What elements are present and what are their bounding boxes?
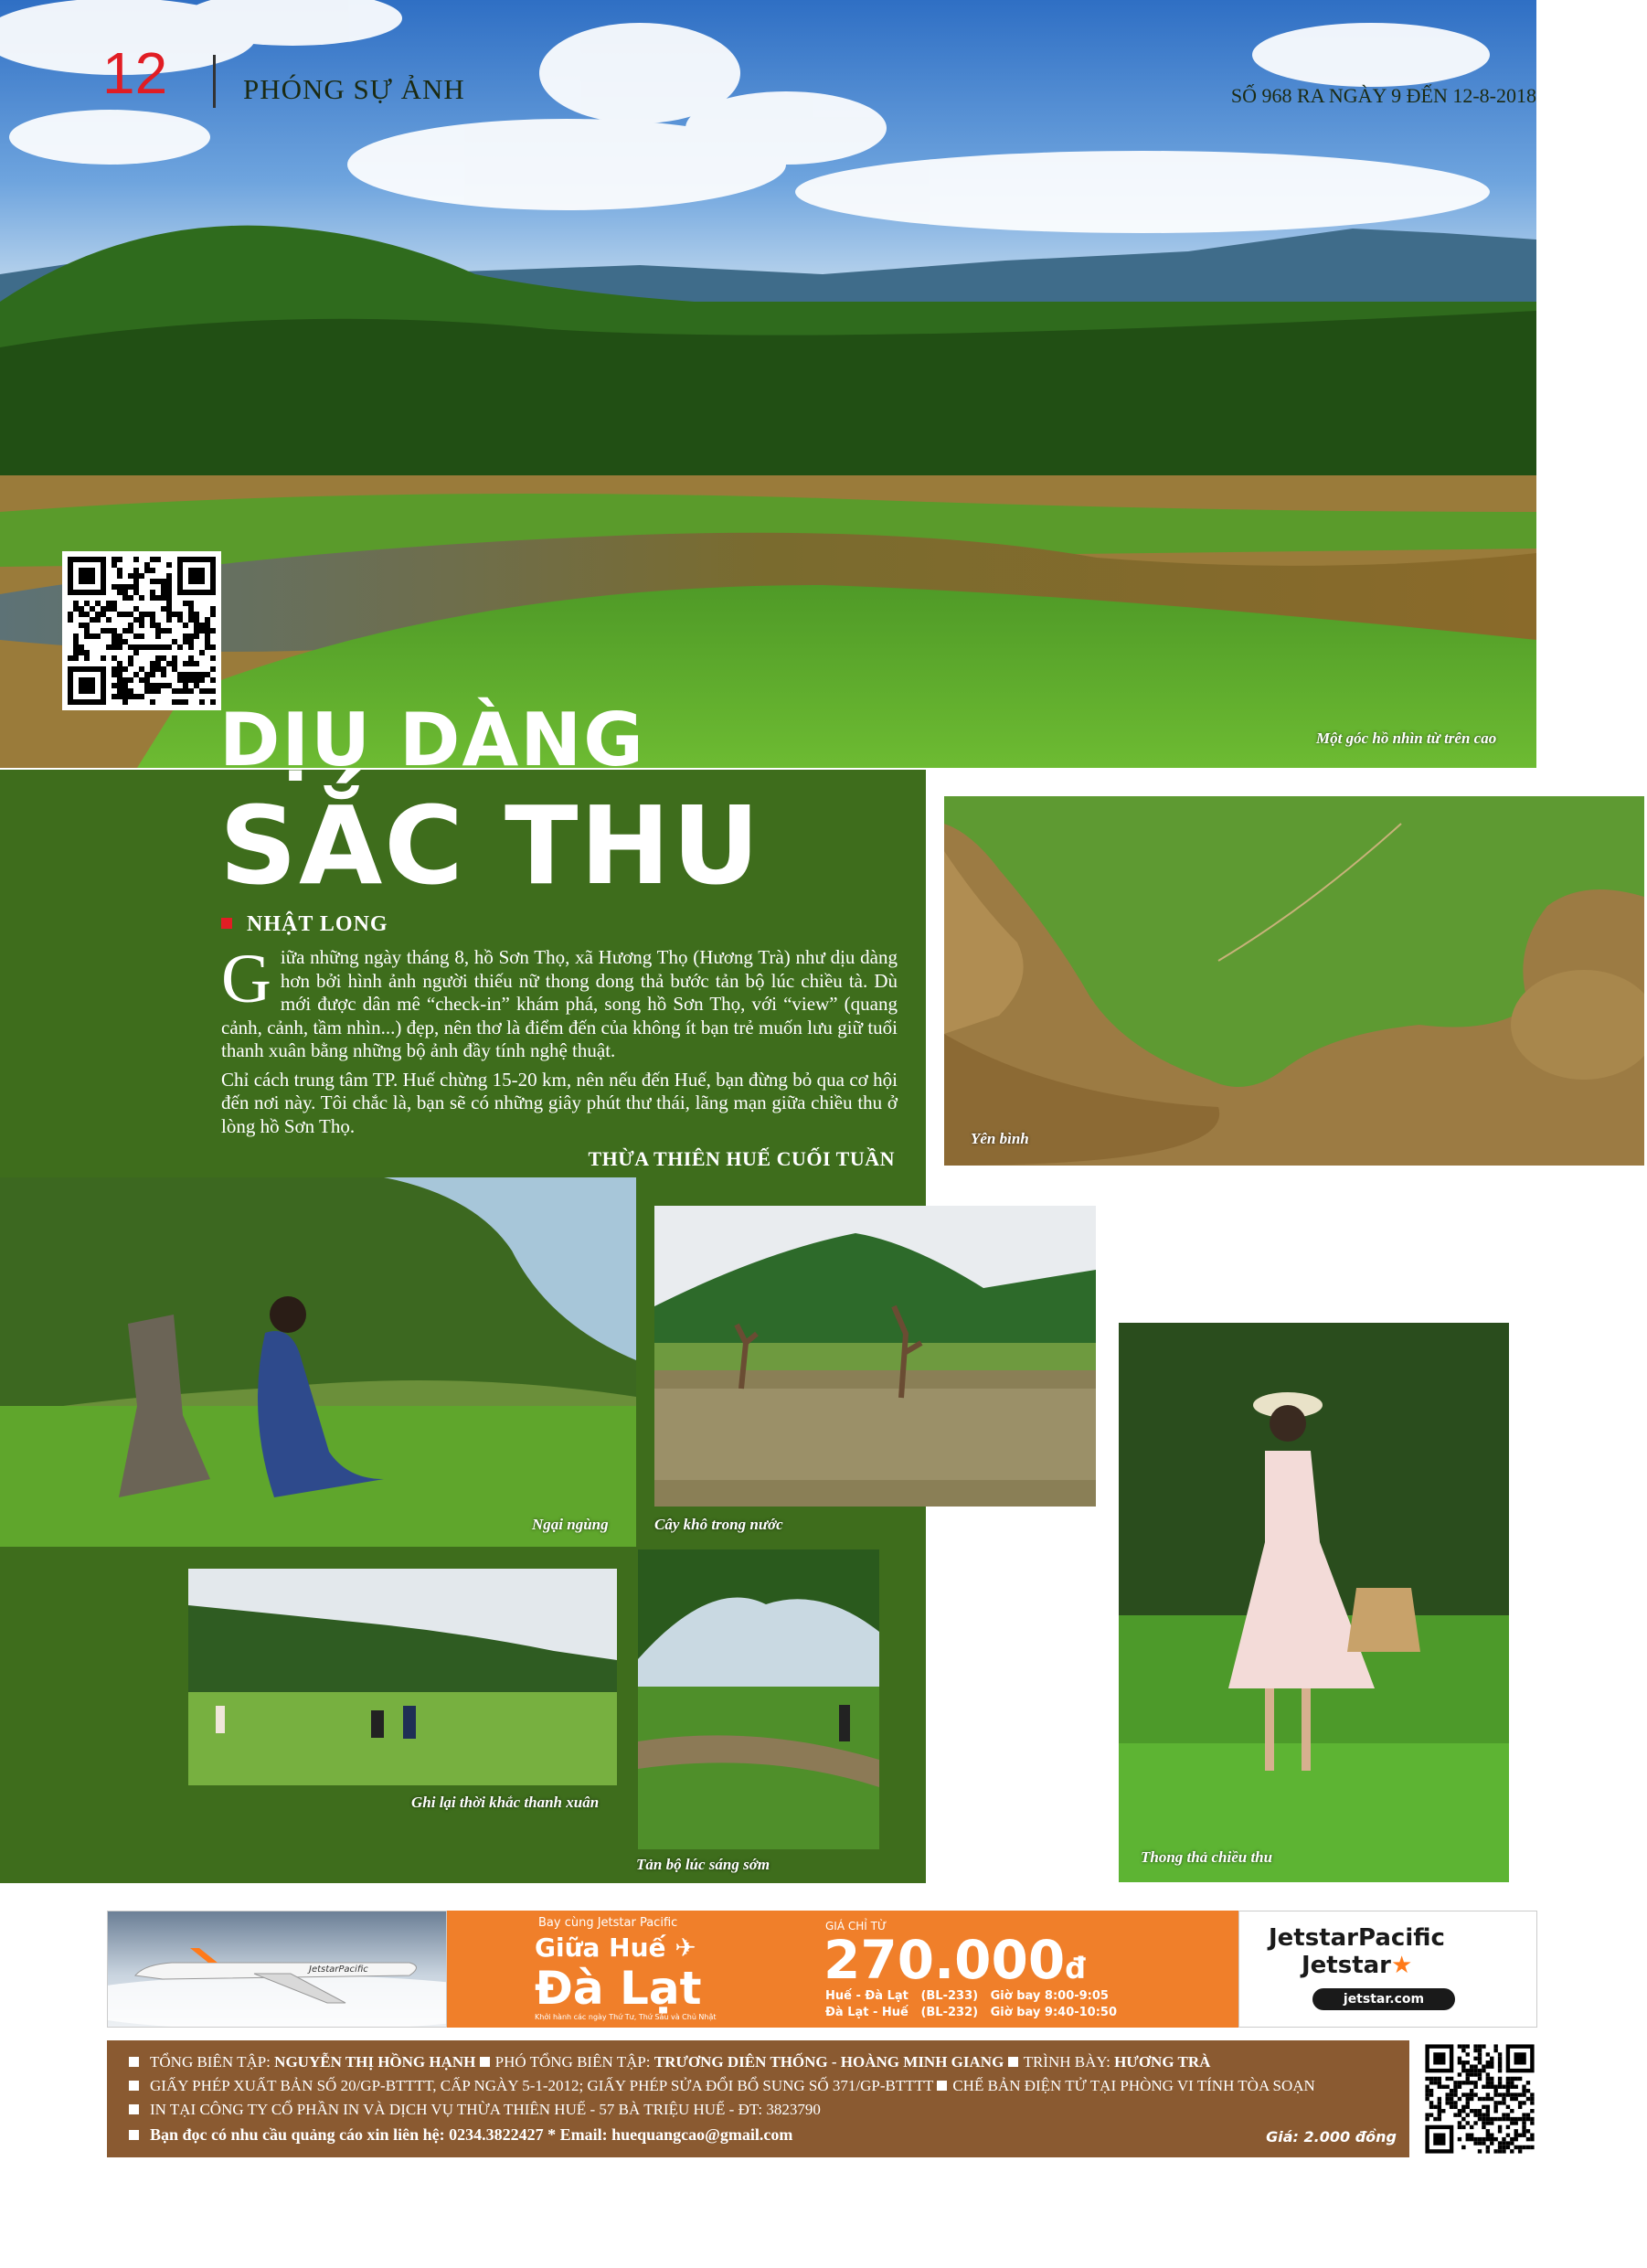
qr-code-footer[interactable] <box>1421 2040 1538 2157</box>
paragraph-1 <box>221 941 898 1063</box>
bullet-icon <box>480 2057 490 2067</box>
photo-photographers <box>188 1569 617 1785</box>
caption-hero: Một góc hồ nhìn từ trên cao <box>1316 729 1497 747</box>
bullet-square-icon <box>221 918 232 929</box>
article-title-line1: DỊU DÀNG <box>219 697 645 783</box>
header-divider <box>213 55 216 108</box>
brand-jetstar-pacific: JetstarPacific <box>1269 1924 1445 1952</box>
page-number: 12 <box>102 40 168 106</box>
photo-dry-tree <box>654 1206 1096 1507</box>
caption-woman-hat: Thong thả chiều thu <box>1141 1848 1273 1866</box>
footer-line-1: TỔNG BIÊN TẬP: NGUYỄN THỊ HỒNG HẠNH PHÓ TỔNG BIÊN TẬP: TRƯƠNG DIÊN THỐNG - HOÀNG MINH GIANG TRÌNH BÀY: HƯƠNG TRÀ <box>129 2053 1210 2071</box>
newspaper-price: Giá: 2.000 đồng <box>1266 2128 1397 2146</box>
website-button[interactable]: jetstar.com <box>1312 1988 1455 2010</box>
article-title-line2: SẮC THU <box>219 783 762 909</box>
caption-photographers: Ghi lại thời khắc thanh xuân <box>411 1794 600 1811</box>
qr-code-article[interactable] <box>62 551 221 710</box>
caption-morning-walk: Tản bộ lúc sáng sớm <box>636 1856 770 1873</box>
plane-icon: ✈ <box>675 1933 696 1963</box>
article-source: THỪA THIÊN HUẾ CUỐI TUẦN <box>588 1147 895 1170</box>
ad-price: 270.000đ <box>824 1929 1087 1991</box>
bullet-icon <box>129 2130 139 2140</box>
ad-flight1: Huế - Đà Lạt (BL-233) Giờ bay 8:00-9:05 <box>825 1989 1109 2003</box>
photo-girl-stump <box>0 1177 636 1547</box>
section-title: PHÓNG SỰ ẢNH <box>243 73 465 105</box>
ad-tagline: Bay cùng Jetstar Pacific <box>538 1916 678 1930</box>
paragraph-2: Chỉ cách trung tâm TP. Huế chừng 15-20 km, nên nếu đến Huế, bạn đừng bỏ qua cơ hội đến nơi này. Tôi chắc là, bạn sẽ có những giây phút thư thái, lãng mạn giữa chiều thu ở lòng hồ Sơn Thọ. <box>221 1068 898 1137</box>
ad-flight2: Đà Lạt - Huế (BL-232) Giờ bay 9:40-10:50 <box>825 2006 1118 2019</box>
author-name: NHẬT LONG <box>247 912 388 936</box>
footer-line-3: IN TẠI CÔNG TY CỔ PHẦN IN VÀ DỊCH VỤ THỪA THIÊN HUẾ - 57 BÀ TRIỆU HUẾ - ĐT: 3823790 <box>129 2101 821 2119</box>
paragraph-1-text: iữa những ngày tháng 8, hồ Sơn Thọ, xã Hương Thọ (Hương Trà) như dịu dàng hơn bởi hình ảnh người thiếu nữ thong dong thả bước tản bộ lúc chiều tà. Dù mới được dân mê “check-in” khám phá, song hồ Sơn Thọ, với “view” (quang cảnh, cảnh, tầm nhìn...) đẹp, nên thơ là điểm đến của không ít bạn trẻ muốn lưu giữ tuổi thanh xuân bằng những bộ ảnh đầy tính nghệ thuật. <box>221 946 898 1061</box>
ad-route-line1: Giữa Huế ✈ <box>535 1933 696 1963</box>
drop-cap: G <box>221 941 271 1017</box>
ad-plane-image <box>107 1911 447 2028</box>
footer-line-2: GIẤY PHÉP XUẤT BẢN SỐ 20/GP-BTTTT, CẤP NGÀY 5-1-2012; GIẤY PHÉP SỬA ĐỔI BỔ SUNG SỐ 371/GP-BTTTT CHẾ BẢN ĐIỆN TỬ TẠI PHÒNG VI TÍNH TÒA SOẠN <box>129 2077 1315 2095</box>
masthead-footer <box>107 2040 1409 2157</box>
bullet-icon <box>1008 2057 1018 2067</box>
bullet-icon <box>937 2081 947 2091</box>
ad-price-label: GIÁ CHỈ TỪ <box>825 1920 887 1933</box>
ad-brand-panel <box>1238 1911 1537 2028</box>
star-icon: ★ <box>1391 1952 1413 1979</box>
bullet-icon <box>129 2104 139 2114</box>
photo-aerial-lake <box>944 796 1644 1166</box>
article-body <box>221 941 898 1144</box>
footer-line-4: Bạn đọc có nhu cầu quảng cáo xin liên hệ: 0234.3822427 * Email: huequangcao@gmail.com <box>129 2125 792 2145</box>
photo-morning-walk <box>638 1549 879 1849</box>
caption-dry-tree: Cây khô trong nước <box>654 1516 783 1533</box>
plane-livery-text: JetstarPacific <box>309 1965 368 1975</box>
ad-schedule-note: Khởi hành các ngày Thứ Tư, Thứ Sáu và Chủ Nhật <box>535 2013 717 2021</box>
ad-offer-panel <box>447 1911 1238 2028</box>
jetstar-ad-banner[interactable] <box>107 1911 1537 2028</box>
ad-route-line2: Đà Lạt <box>535 1962 702 2015</box>
author-byline <box>221 912 388 937</box>
bullet-icon <box>129 2081 139 2091</box>
issue-info: SỐ 968 RA NGÀY 9 ĐẾN 12-8-2018 <box>1230 84 1536 107</box>
caption-girl-stump: Ngại ngùng <box>532 1516 609 1533</box>
photo-woman-hat <box>1119 1323 1509 1882</box>
brand-jetstar: Jetstar★ <box>1302 1952 1413 1979</box>
hero-photo-lake-aerial <box>0 0 1536 768</box>
bullet-icon <box>129 2057 139 2067</box>
caption-aerial: Yên bình <box>971 1130 1029 1147</box>
